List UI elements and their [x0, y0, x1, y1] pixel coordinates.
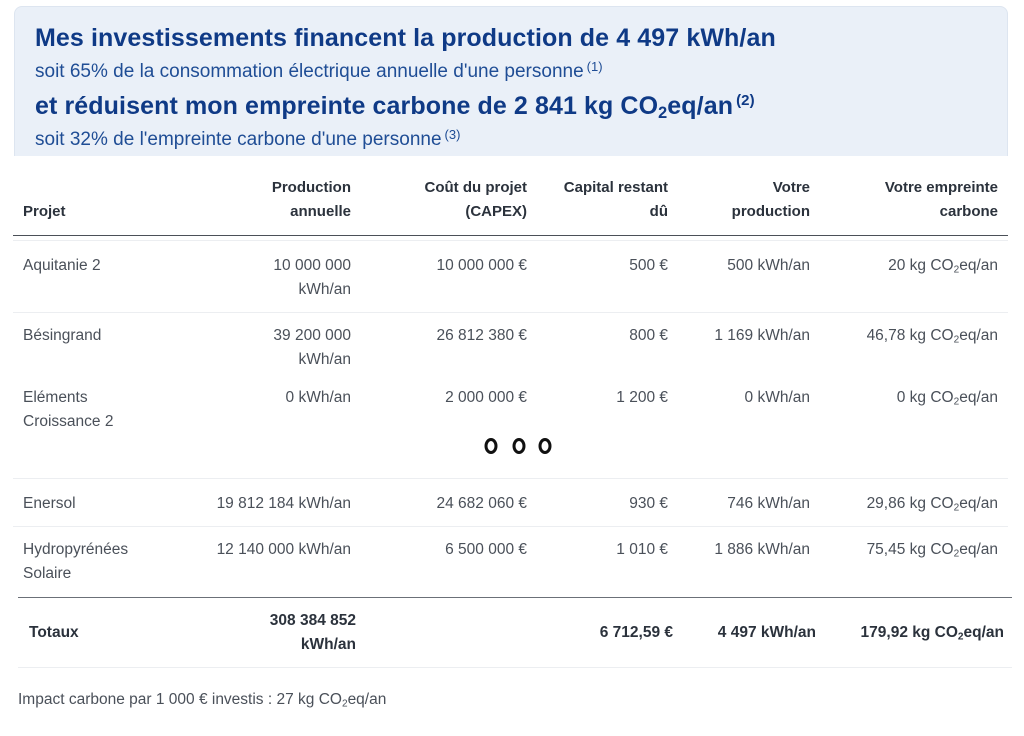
impact-summary-box [14, 6, 1008, 156]
header-capital-line2: dû [649, 203, 668, 220]
annual-production-unit: kWh/an [298, 281, 351, 298]
annual-production-unit: kWh/an [298, 351, 351, 368]
header-production-line1: Production [271, 179, 351, 196]
total-footprint: 179,92 kg CO2eq/an [860, 624, 1004, 643]
remaining-capital: 930 € [629, 495, 668, 512]
header-divider [13, 235, 1008, 236]
your-footprint: 75,45 kg CO2eq/an [866, 541, 998, 560]
header-footprint-line1: Votre empreinte [884, 179, 998, 196]
footnote-ref-1[interactable]: (1) [586, 59, 603, 74]
header-capex-line2: (CAPEX) [465, 203, 527, 220]
header-project: Projet [23, 203, 66, 220]
total-remaining-capital: 6 712,59 € [599, 624, 673, 641]
footprint-subline-text: soit 32% de l'empreinte carbone d'une personne [35, 129, 442, 150]
footprint-subline [35, 127, 460, 151]
footnote-ref-2[interactable]: (2) [736, 92, 755, 109]
your-footprint: 20 kg CO2eq/an [888, 257, 998, 276]
carbon-impact-note: Impact carbone par 1 000 € investis : 27 kg CO2eq/an [18, 691, 387, 710]
header-capital-line1: Capital restant [563, 179, 668, 196]
project-capex: 2 000 000 € [445, 389, 527, 406]
row-divider [13, 312, 1008, 313]
more-rows-ellipsis-icon [483, 434, 555, 458]
project-name[interactable]: Bésingrand [23, 327, 102, 344]
consumption-subline-text: soit 65% de la consommation électrique annuelle d'une personne [35, 61, 584, 82]
remaining-capital: 1 200 € [616, 389, 668, 406]
row-divider [13, 478, 1008, 479]
carbon-headline-unit: eq/an [667, 92, 734, 120]
header-footprint-line2: carbone [939, 203, 998, 220]
carbon-headline [35, 92, 755, 123]
project-name[interactable]: Eléments [23, 389, 88, 406]
total-production-unit: kWh/an [300, 636, 356, 653]
header-your-production-line1: Votre [772, 179, 810, 196]
total-production: 308 384 852 [269, 612, 356, 629]
header-capex-line1: Coût du projet [424, 179, 527, 196]
project-name[interactable]: Aquitanie 2 [23, 257, 101, 274]
totals-label: Totaux [29, 624, 79, 641]
row-divider [13, 526, 1008, 527]
project-capex: 26 812 380 € [436, 327, 527, 344]
header-production-line2: annuelle [290, 203, 351, 220]
annual-production: 10 000 000 [273, 257, 351, 274]
your-footprint: 46,78 kg CO2eq/an [866, 327, 998, 346]
your-production: 1 169 kWh/an [714, 327, 810, 344]
remaining-capital: 1 010 € [616, 541, 668, 558]
project-capex: 10 000 000 € [436, 257, 527, 274]
project-name[interactable]: Hydropyrénées [23, 541, 129, 558]
header-your-production-line2: production [731, 203, 810, 220]
your-footprint: 0 kg CO2eq/an [896, 389, 998, 408]
co2-subscript: 2 [658, 104, 668, 123]
footnote-ref-3[interactable]: (3) [444, 127, 461, 142]
project-name-line2[interactable]: Solaire [23, 565, 72, 582]
annual-production: 39 200 000 [273, 327, 351, 344]
annual-production: 12 140 000 kWh/an [216, 541, 351, 558]
annual-production: 19 812 184 kWh/an [216, 495, 351, 512]
project-capex: 6 500 000 € [445, 541, 527, 558]
header-divider-shadow [13, 240, 1008, 241]
your-production: 746 kWh/an [727, 495, 810, 512]
carbon-headline-text: et réduisent mon empreinte carbone de 2 841 kg CO [35, 92, 659, 120]
your-production: 500 kWh/an [727, 257, 810, 274]
your-footprint: 29,86 kg CO2eq/an [866, 495, 998, 514]
totals-bottom-divider [18, 667, 1012, 668]
your-production: 1 886 kWh/an [714, 541, 810, 558]
annual-production: 0 kWh/an [285, 389, 351, 406]
project-capex: 24 682 060 € [436, 495, 527, 512]
remaining-capital: 800 € [629, 327, 668, 344]
project-name-line2[interactable]: Croissance 2 [23, 413, 114, 430]
total-your-production: 4 497 kWh/an [717, 624, 816, 641]
totals-divider [18, 597, 1012, 598]
project-name[interactable]: Enersol [23, 495, 76, 512]
production-headline-text: Mes investissements financent la production de 4 497 kWh/an [35, 24, 776, 52]
remaining-capital: 500 € [629, 257, 668, 274]
consumption-subline [35, 59, 603, 83]
production-headline [35, 24, 776, 53]
your-production: 0 kWh/an [744, 389, 810, 406]
